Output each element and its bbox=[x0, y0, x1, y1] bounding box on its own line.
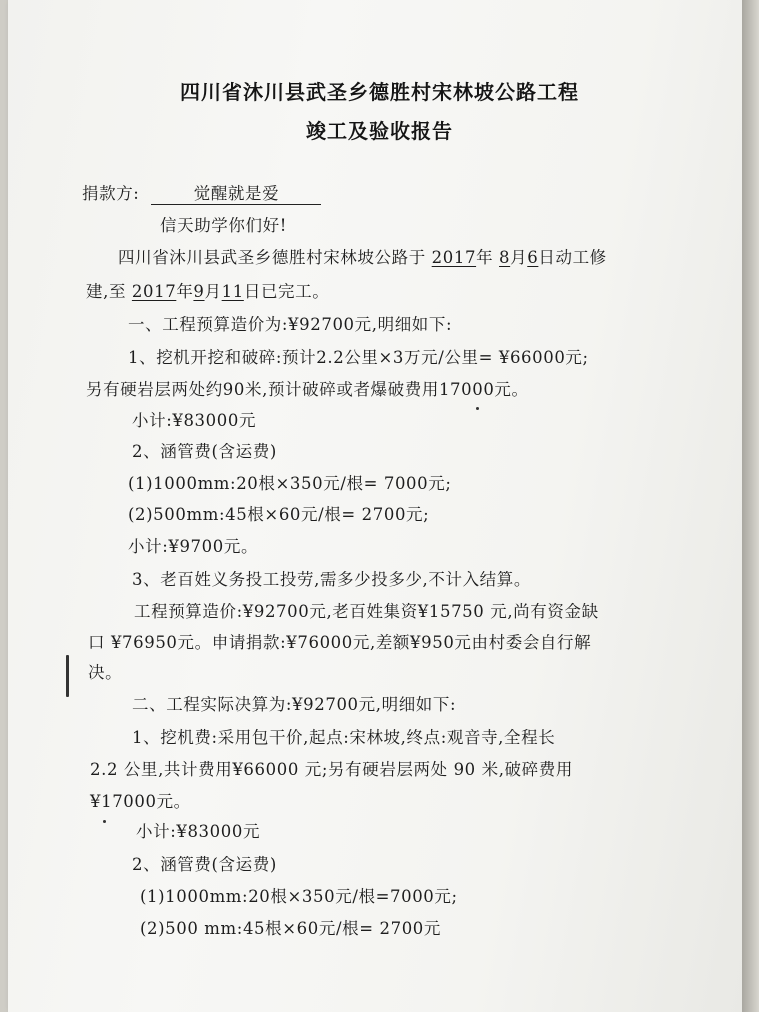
body-line: 2.2 公里,共计费用¥66000 元;另有硬岩层两处 90 米,破碎费用 bbox=[90, 760, 573, 779]
body-line: 另有硬岩层两处约90米,预计破碎或者爆破费用17000元。 bbox=[86, 380, 529, 399]
body-line: (1)1000mm:20根×350元/根=7000元; bbox=[140, 887, 458, 906]
body-line: 小计:¥9700元。 bbox=[128, 537, 259, 556]
body-line: 小计:¥83000元 bbox=[136, 822, 261, 841]
body-line: 决。 bbox=[88, 663, 123, 682]
donor-label: 捐款方: bbox=[82, 184, 140, 203]
body-line: ¥17000元。 bbox=[90, 792, 191, 811]
body-line: 3、老百姓义务投工投劳,需多少投多少,不计入结算。 bbox=[132, 570, 531, 589]
end-day: 11 bbox=[221, 282, 244, 301]
body-line: 1、挖机开挖和破碎:预计2.2公里×3万元/公里= ¥66000元; bbox=[128, 348, 589, 367]
body-line: (2)500mm:45根×60元/根= 2700元; bbox=[128, 505, 430, 524]
body-line: (1)1000mm:20根×350元/根= 7000元; bbox=[128, 474, 452, 493]
body-line: 口 ¥76950元。申请捐款:¥76000元,差额¥950元由村委会自行解 bbox=[88, 633, 592, 652]
body-line: 小计:¥83000元 bbox=[132, 411, 257, 430]
start-year: 2017 bbox=[431, 248, 477, 267]
greeting: 信天助学你们好! bbox=[160, 216, 287, 235]
body-line: 1、挖机费:采用包干价,起点:宋林坡,终点:观音寺,全程长 bbox=[132, 728, 556, 747]
intro-line-1: 四川省沐川县武圣乡德胜村宋林坡公路于 2017年 8月6日动工修 bbox=[118, 248, 607, 267]
body-line: 二、工程实际决算为:¥92700元,明细如下: bbox=[132, 695, 457, 714]
body-line: (2)500 mm:45根×60元/根= 2700元 bbox=[140, 919, 441, 938]
ink-dot bbox=[476, 407, 479, 410]
ink-dot bbox=[103, 820, 106, 823]
body-line: 一、工程预算造价为:¥92700元,明细如下: bbox=[128, 315, 453, 334]
end-year: 2017 bbox=[131, 282, 177, 301]
donor-name: 觉醒就是爱 bbox=[151, 184, 321, 205]
document-subtitle: 竣工及验收报告 bbox=[306, 119, 453, 143]
body-line: 2、涵管费(含运费) bbox=[132, 855, 277, 874]
background-edge bbox=[742, 0, 759, 1012]
start-month: 8 bbox=[499, 248, 511, 267]
start-day: 6 bbox=[527, 248, 539, 267]
pen-mark bbox=[66, 655, 69, 697]
body-line: 工程预算造价:¥92700元,老百姓集资¥15750 元,尚有资金缺 bbox=[134, 602, 599, 621]
document-title: 四川省沐川县武圣乡德胜村宋林坡公路工程 bbox=[180, 80, 579, 104]
donor-line bbox=[82, 180, 321, 205]
body-line: 2、涵管费(含运费) bbox=[132, 442, 277, 461]
intro-line-2: 建,至 2017年9月11日已完工。 bbox=[86, 282, 330, 301]
end-month: 9 bbox=[193, 282, 205, 301]
